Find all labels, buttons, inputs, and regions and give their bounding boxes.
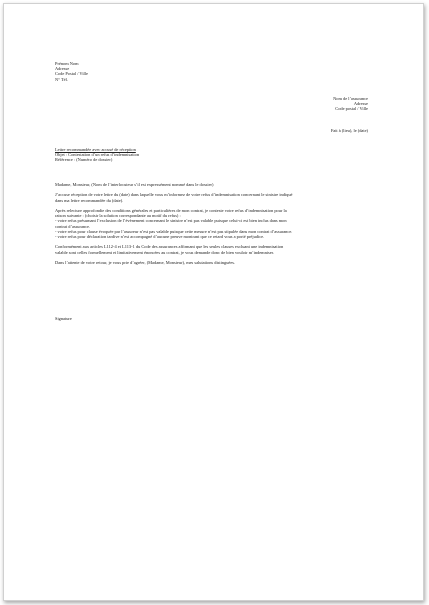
- recipient-block: [333, 96, 368, 112]
- letter: [4, 4, 423, 600]
- paragraph-3: [55, 244, 375, 254]
- paragraph-1: [55, 192, 375, 202]
- recipient-address: Adresse: [353, 101, 368, 107]
- date-line: [331, 128, 368, 133]
- paragraph-2-line: Après relecture approfondie des conditions générales et particulières de mon contrat, je conteste votre refus d’indemnisation pour la: [55, 207, 287, 213]
- recipient-name: Nom de l’assurance: [333, 96, 368, 101]
- paragraph-4: [55, 260, 375, 265]
- paragraph-1-line: dans ma lettre recommandée du (date).: [55, 197, 124, 203]
- sender-block: [55, 61, 88, 82]
- mailing-mode: Lettre recommandée avec accusé de réception: [55, 147, 136, 152]
- paragraph-2: [55, 208, 375, 239]
- paragraph-2-line: raison suivante : (choisir la solution correspondante au motif du refus) :: [55, 213, 181, 219]
- paragraph-3-line: valable sont celles formellement et limitativement énoncées au contrat, je vous demande donc de bien vouloir m’indemniser.: [55, 249, 274, 255]
- letter-body: [55, 182, 375, 270]
- recipient-city: Code postal / Ville: [335, 106, 368, 112]
- sender-name: Prénom Nom: [55, 61, 79, 66]
- document-page: [3, 3, 424, 601]
- subject-reference: Référence : (Numéro de dossier): [55, 157, 113, 163]
- paragraph-2-line: contrat d’assurance.: [55, 223, 91, 229]
- paragraph-2-line: - votre refus pour clause évoquée par l’assureur n’est pas valable puisque cette mesure n’est pas stipulée dans mon contrat d’assurance.: [55, 228, 293, 234]
- paragraph-2-line: - votre refus présumant l’exclusion de l’évènement concernant le sinistre n’est pas valable puisque celui-ci est bien inclus dans mon: [55, 218, 287, 224]
- subject-block: [55, 147, 139, 163]
- sender-city: Code Postal / Ville: [55, 71, 88, 77]
- signature-label: Signature: [55, 316, 72, 321]
- sender-phone: N° Tél.: [55, 76, 68, 82]
- salutation-text: Madame, Monsieur, (Nom de l’interlocuteur s’il est expressément nommé dans le dossier): [55, 182, 214, 187]
- paragraph-2-line: - votre refus pour déclaration tardive n’est accompagné d’aucune preuve montrant que ce retard vous a porté préjudice.: [55, 234, 265, 239]
- salutation: [55, 182, 375, 187]
- paragraph-1-line: J’accuse réception de votre lettre du (date) dans laquelle vous m’informez de votre refus d’indemnisation concernant le sinistre indiqué: [55, 192, 293, 198]
- closing-text: Dans l’attente de votre retour, je vous prie d’agréer, (Madame, Monsieur), mes salutations distinguées.: [55, 259, 236, 265]
- paragraph-3-line: Conformément aux articles L112-4 et L113-1 du Code des assurances affirmant que les seules clauses excluant une indemnisation: [55, 244, 284, 250]
- signature-block: [55, 316, 72, 321]
- date-text: Fait à (lieu), le (date): [330, 128, 368, 133]
- subject-object: Objet : Contestation d’un refus d’indemnisation: [55, 152, 140, 158]
- sender-address: Adresse: [55, 66, 70, 72]
